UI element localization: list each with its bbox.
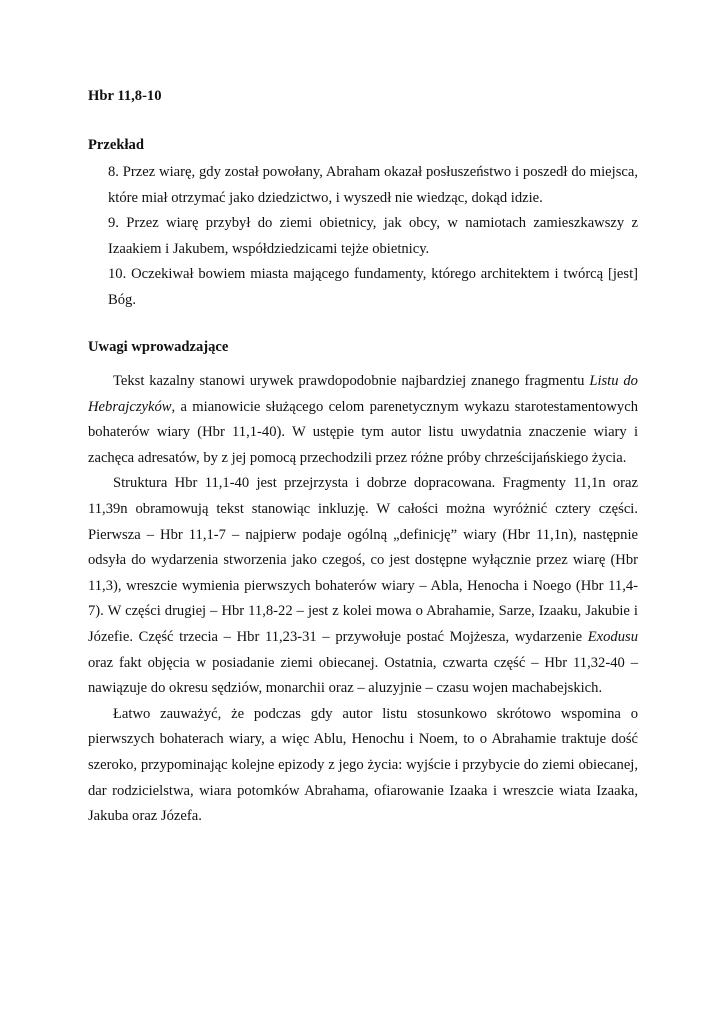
paragraph-2-text-a: Struktura Hbr 11,1-40 jest przejrzysta i dobrze dopracowana. Fragmenty 11,1n oraz 11,39n obramowują tekst stanowiąc inkluzję. W całości można wyróżnić cztery części. Pierwsza – Hbr 11,1-7 – najpierw podaje ogólną „definicję” wiary (Hbr 11,1n), następnie odsyła do wydarzenia stworzenia jako czegoś, co jest dostępne wyłącznie przez wiarę (Hbr 11,3), wreszcie wymienia pierwszych bohaterów wiary – Abla, Henocha i Noego (Hbr 11,4-7). W części drugiej – Hbr 11,8-22 – jest z kolei mowa o Abrahamie, Sarze, Izaaku, Jakubie i Józefie. Część trzecia – Hbr 11,23-31 – przywołuje postać Mojżesza, wydarzenie xyxy=(88,475,638,645)
verse-10: 10. Oczekiwał bowiem miasta mającego fundamenty, którego architektem i twórcą [jest] Bóg. xyxy=(108,266,638,308)
paragraph-2 xyxy=(88,471,638,701)
verse-8: 8. Przez wiarę, gdy został powołany, Abraham okazał posłuszeństwo i poszedł do miejsca, które miał otrzymać jako dziedzictwo, i wyszedł nie wiedząc, dokąd idzie. xyxy=(108,164,638,206)
introductory-remarks-heading: Uwagi wprowadzające xyxy=(88,339,229,355)
paragraph-2-italic-term: Exodusu xyxy=(587,628,638,645)
paragraph-2-text-b: oraz fakt objęcia w posiadanie ziemi obiecanej. Ostatnia, czwarta część – Hbr 11,32-40 – nawiązuje do okresu sędziów, monarchii oraz – aluzyjnie – czasu wojen machabejskich. xyxy=(88,654,638,697)
paragraph-1 xyxy=(88,369,638,471)
paragraph-1-text-b: , a mianowicie służącego celom parenetycznym wykazu starotestamentowych bohaterów wiary (Hbr 11,1-40). W ustępie tym autor listu uwydatnia znaczenie wiary i zachęca adresatów, by z jej pomocą przechodzili przez różne próby chrześcijańskiego życia. xyxy=(88,398,638,466)
introductory-remarks-body xyxy=(88,369,638,830)
paragraph-1-text-a: Tekst kazalny stanowi urywek prawdopodobnie najbardziej znanego fragmentu xyxy=(113,373,590,389)
paragraph-3: Łatwo zauważyć, że podczas gdy autor listu stosunkowo skrótowo wspomina o pierwszych bohaterach wiary, a więc Ablu, Henochu i Noem, to o Abrahamie traktuje dość szeroko, przypominając kolejne epizody z jego życia: wyjście i przybycie do ziemi obiecanej, dar rodzicielstwa, wiara potomków Abrahama, ofiarowanie Izaaka i wreszcie wiata Izaaka, Jakuba oraz Józefa. xyxy=(88,705,638,825)
verse-9: 9. Przez wiarę przybył do ziemi obietnicy, jak obcy, w namiotach zamieszkawszy z Izaakiem i Jakubem, współdziedzicami tejże obietnicy. xyxy=(108,215,638,257)
verses-list xyxy=(108,160,638,314)
passage-reference-heading: Hbr 11,8-10 xyxy=(88,88,162,104)
paragraph-1-italic-title: Listu do Hebrajczyków xyxy=(88,373,638,415)
translation-heading: Przekład xyxy=(88,137,144,153)
